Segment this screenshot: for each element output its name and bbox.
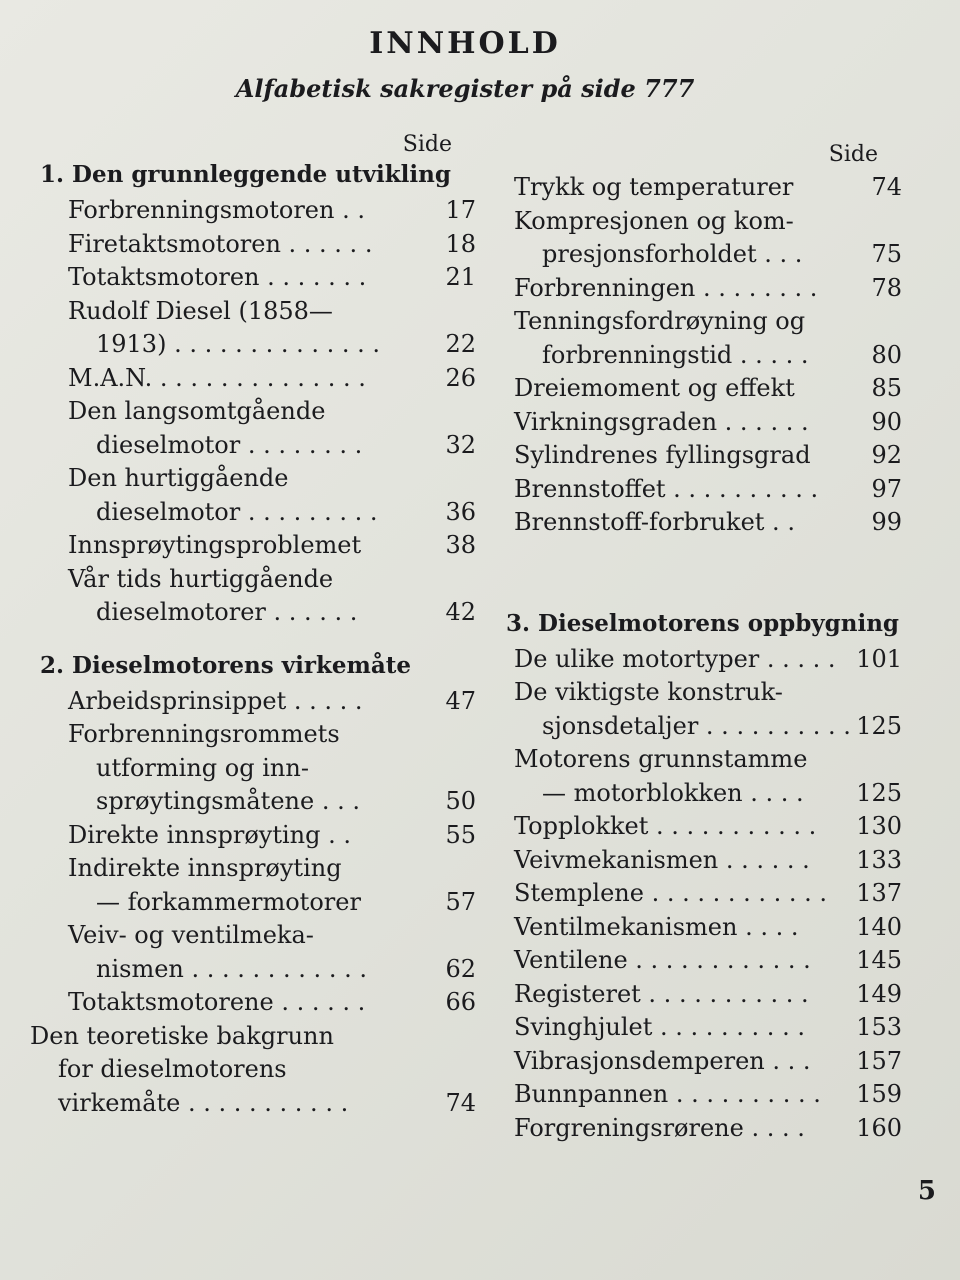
toc-entry	[30, 228, 480, 262]
toc-entry-page: 42	[445, 598, 476, 626]
toc-entry-page: 130	[856, 812, 902, 840]
toc-entry-text: Totaktsmotorene . . . . . .	[68, 988, 366, 1016]
section-title: Den grunnleggende utvikling	[72, 161, 451, 188]
toc-entry	[496, 810, 906, 844]
toc-entry	[496, 171, 906, 205]
toc-entry-page: 66	[445, 988, 476, 1016]
toc-entry-text: Registeret . . . . . . . . . . .	[514, 979, 809, 1008]
toc-entry-page: 140	[856, 912, 902, 941]
left-column	[30, 132, 480, 1120]
toc-entry	[30, 986, 480, 1020]
section-heading	[40, 161, 480, 188]
toc-entry-page: 80	[871, 340, 902, 369]
toc-entry	[30, 685, 480, 719]
toc-entry-text: Firetaktsmotoren . . . . . .	[68, 229, 373, 258]
page-title: INNHOLD	[369, 26, 561, 61]
section-title: Dieselmotorens oppbygning	[538, 609, 900, 637]
toc-entry-page: 21	[445, 263, 476, 291]
toc-entry-text: Brennstoffet . . . . . . . . . .	[514, 474, 819, 503]
toc-entry	[496, 406, 906, 440]
toc-entry-text: Tenningsfordrøyning og forbrenningstid . . . . .	[514, 307, 809, 369]
section-2	[30, 652, 480, 1121]
toc-entry	[496, 305, 906, 372]
right-column	[496, 142, 906, 1145]
toc-entry	[496, 877, 906, 911]
section-number: 2.	[40, 651, 65, 679]
toc-entry-page: 133	[856, 845, 902, 874]
side-label-right: Side	[828, 142, 878, 167]
toc-entry	[30, 194, 480, 228]
toc-entry-text: Direkte innsprøyting . .	[68, 820, 352, 849]
toc-entry	[496, 911, 906, 945]
toc-entry-page: 38	[445, 531, 476, 559]
toc-entry-text: Forbrenningsmotoren . .	[68, 196, 365, 224]
toc-entry-text: Vår tids hurtiggående dieselmotorer . . . . . .	[68, 564, 358, 626]
section-heading	[40, 652, 480, 679]
section-number: 3.	[506, 609, 531, 637]
toc-entry	[30, 295, 480, 362]
toc-entry-page: 92	[871, 441, 902, 469]
toc-entry	[496, 473, 906, 507]
toc-entry-text: Stemplene . . . . . . . . . . . .	[514, 879, 828, 907]
toc-entry-text: Motorens grunnstamme — motorblokken . . . .	[514, 745, 808, 807]
toc-entry	[30, 819, 480, 853]
toc-entry-page: 17	[445, 196, 476, 224]
toc-entry-page: 78	[871, 273, 902, 302]
toc-entry-text: Den teoretiske bakgrunn for dieselmotorens virkemåte . . . . . . . . . . .	[30, 1021, 349, 1117]
toc-entry	[496, 1045, 906, 1079]
toc-entry-text: Vibrasjonsdemperen . . .	[514, 1046, 811, 1075]
toc-entry	[496, 439, 906, 473]
toc-entry-text: Den hurtiggående dieselmotor . . . . . . . . .	[68, 464, 378, 526]
toc-entry-text: Ventilmekanismen . . . .	[514, 912, 799, 941]
side-label-left: Side	[402, 132, 452, 157]
toc-entry	[496, 978, 906, 1012]
toc-entry	[496, 844, 906, 878]
toc-entry-page: 62	[445, 954, 476, 983]
toc-entry	[30, 362, 480, 396]
toc-entry-page: 160	[856, 1113, 902, 1142]
toc-entry	[496, 944, 906, 978]
toc-entry-page: 137	[856, 879, 902, 907]
toc-entry-page: 18	[445, 229, 476, 258]
toc-entry-page: 149	[856, 979, 902, 1008]
toc-entry-text: Kompresjonen og kom- presjonsforholdet . . .	[514, 206, 803, 268]
toc-entry-page: 101	[856, 644, 902, 673]
toc-entry	[30, 395, 480, 462]
toc-entry	[30, 1020, 480, 1121]
toc-entry-text: Sylindrenes fyllingsgrad	[514, 441, 811, 469]
toc-entry-text: Rudolf Diesel (1858— 1913) . . . . . . . . . . . . . .	[68, 296, 381, 358]
toc-entry-page: 47	[445, 686, 476, 715]
toc-entry-text: Innsprøytingsproblemet	[68, 531, 362, 559]
toc-entry-page: 99	[871, 508, 902, 536]
toc-entry-page: 74	[445, 1088, 476, 1117]
toc-entry-text: Indirekte innsprøyting — forkammermotorer	[68, 854, 361, 916]
toc-entry	[30, 919, 480, 986]
section-2-continued	[496, 171, 906, 540]
toc-entry-text: Forbrenningen . . . . . . . .	[514, 273, 818, 302]
toc-entry-page: 26	[445, 363, 476, 392]
toc-entry-text: Arbeidsprinsippet . . . . .	[68, 686, 363, 715]
toc-entry-text: M.A.N. . . . . . . . . . . . . . .	[68, 363, 366, 392]
toc-entry-page: 145	[856, 946, 902, 974]
toc-entry-text: Virkningsgraden . . . . . .	[514, 407, 809, 436]
toc-entry-text: Ventilene . . . . . . . . . . . .	[514, 946, 811, 974]
toc-entry-page: 90	[871, 407, 902, 436]
section-heading	[506, 610, 906, 637]
toc-entry-text: De viktigste konstruk- sjonsdetaljer . . . . . . . . . .	[514, 678, 851, 740]
toc-entry	[496, 1112, 906, 1146]
toc-entry-page: 50	[445, 787, 476, 815]
toc-entry-page: 75	[871, 240, 902, 268]
toc-entry	[496, 272, 906, 306]
toc-entry	[496, 1011, 906, 1045]
toc-entry	[496, 372, 906, 406]
toc-entry-text: Veivmekanismen . . . . . .	[514, 845, 810, 874]
toc-entry	[30, 852, 480, 919]
toc-entry-page: 85	[871, 374, 902, 402]
section-title: Dieselmotorens virkemåte	[72, 651, 412, 679]
toc-entry-text: Veiv- og ventilmeka- nismen . . . . . . . . . . . .	[68, 921, 367, 983]
toc-entry-text: Topplokket . . . . . . . . . . .	[514, 812, 817, 840]
page-subtitle: Alfabetisk sakregister på side 777	[235, 74, 695, 103]
toc-entry-text: Brennstoff-forbruket . .	[514, 508, 795, 536]
toc-entry-page: 153	[856, 1013, 902, 1041]
toc-entry-text: De ulike motortyper . . . . .	[514, 644, 836, 673]
toc-entry	[496, 1078, 906, 1112]
toc-entry-text: Svinghjulet . . . . . . . . . .	[514, 1013, 805, 1041]
toc-entry-page: 125	[856, 778, 902, 807]
toc-entry	[30, 529, 480, 563]
toc-entry-page: 157	[856, 1046, 902, 1075]
toc-entry-text: Trykk og temperaturer	[514, 173, 794, 201]
toc-entry-text: Den langsomtgående dieselmotor . . . . . . . .	[68, 397, 363, 459]
section-1	[30, 161, 480, 630]
toc-entry-text: Forgreningsrørene . . . .	[514, 1113, 805, 1142]
toc-entry	[496, 506, 906, 540]
section-number: 1.	[40, 161, 65, 188]
toc-entry-text: Totaktsmotoren . . . . . . .	[68, 263, 367, 291]
toc-entry-page: 57	[445, 887, 476, 916]
page-number: 5	[917, 1176, 936, 1206]
toc-entry-page: 97	[871, 474, 902, 503]
toc-entry-page: 22	[445, 330, 476, 358]
toc-entry	[30, 563, 480, 630]
toc-entry	[496, 676, 906, 743]
toc-entry	[496, 643, 906, 677]
toc-entry-page: 55	[445, 820, 476, 849]
toc-entry	[30, 462, 480, 529]
toc-entry-page: 74	[871, 173, 902, 201]
toc-entry	[30, 261, 480, 295]
section-3	[496, 610, 906, 1146]
toc-entry-text: Bunnpannen . . . . . . . . . .	[514, 1080, 821, 1108]
toc-entry-text: Forbrenningsrommets utforming og inn- sprøytingsmåtene . . .	[68, 720, 360, 815]
toc-entry	[496, 205, 906, 272]
toc-entry-page: 36	[445, 497, 476, 526]
toc-entry-page: 32	[445, 430, 476, 459]
toc-entry-page: 125	[856, 711, 902, 740]
toc-entry-page: 159	[856, 1080, 902, 1108]
toc-entry	[496, 743, 906, 810]
toc-entry	[30, 718, 480, 819]
toc-entry-text: Dreiemoment og effekt	[514, 374, 795, 402]
